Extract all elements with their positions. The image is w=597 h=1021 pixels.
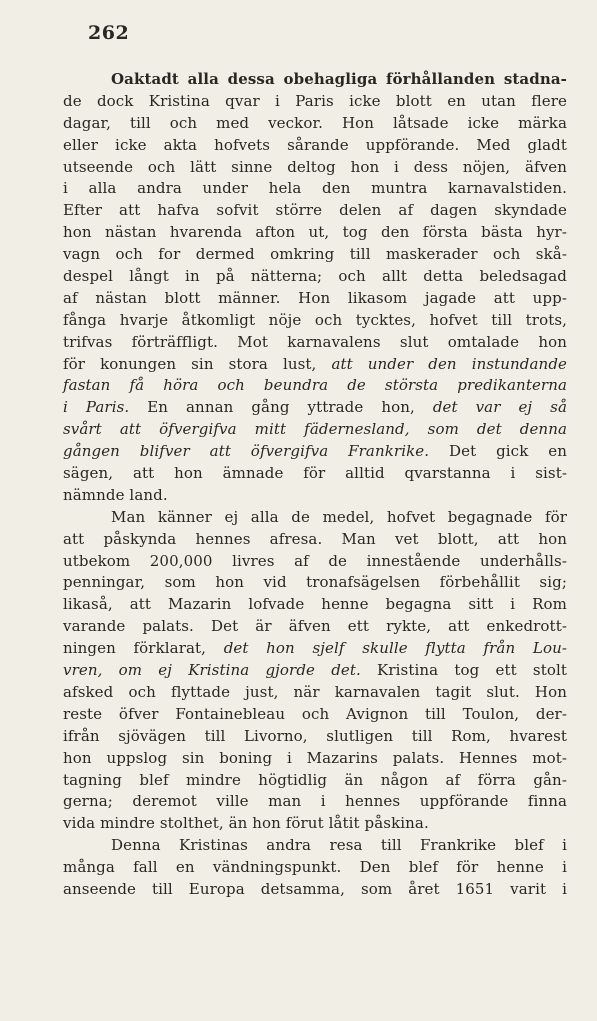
italic-text: fastan få höra och beundra de största predikanterna: [63, 376, 567, 395]
text-line: [63, 572, 567, 594]
text-run: de dock Kristina qvar i Paris icke blott en utan flere: [63, 91, 567, 110]
text-line: [63, 69, 567, 91]
text-run: Efter att hafva sofvit större delen af dagen skyndade: [63, 201, 567, 220]
text-line: [63, 835, 567, 857]
text-run: anseende till Europa detsamma, som året 1651 varit i: [63, 879, 567, 898]
text-run: hon nästan hvarenda afton ut, tog den första bästa hyr-: [63, 223, 567, 242]
text-run: Oaktadt alla dessa obehagliga förhållanden stadna-: [111, 70, 567, 88]
text-line: [63, 157, 567, 179]
text-line: [63, 748, 567, 770]
text-run: Denna Kristinas andra resa till Frankrike blef i: [111, 836, 567, 855]
text-line: [63, 266, 567, 288]
text-run: många fall en vändningspunkt. Den blef för henne i: [63, 858, 567, 877]
text-line: [63, 310, 567, 332]
text-run: En annan gång yttrade hon,: [129, 398, 433, 417]
text-run: vagn och for dermed omkring till maskerader och skå-: [63, 245, 567, 264]
text-run: i alla andra under hela den muntra karnavalstiden.: [63, 179, 567, 198]
text-line: [63, 463, 567, 485]
text-line: [63, 222, 567, 244]
paragraph: [63, 507, 567, 835]
text-run: trifvas förträffligt. Mot karnavalens slut omtalade hon: [63, 332, 567, 351]
text-line: [63, 704, 567, 726]
page-number: 262: [88, 22, 130, 44]
text-line: [63, 507, 567, 529]
text-run: tagning blef mindre högtidlig än någon af förra gån-: [63, 770, 567, 789]
text-line: [63, 682, 567, 704]
text-run: fånga hvarje åtkomligt nöje och tycktes, hofvet till trots,: [63, 310, 567, 329]
italic-text: det hon sjelf skulle flytta från Lou-: [223, 639, 567, 658]
text-run: för konungen sin stora lust,: [63, 354, 332, 373]
italic-text: vren, om ej Kristina gjorde det.: [63, 661, 361, 680]
text-run: despel långt in på nätterna; och allt detta beledsagad: [63, 267, 567, 286]
text-line: [63, 135, 567, 157]
text-line: [63, 288, 567, 310]
text-run: Det gick en: [429, 442, 567, 461]
text-line: [63, 770, 567, 792]
italic-text: det var ej så: [432, 398, 567, 417]
text-line: [63, 397, 567, 419]
text-run: gerna; deremot ville man i hennes uppförande finna: [63, 792, 567, 811]
text-line: [63, 178, 567, 200]
text-line: [63, 857, 567, 879]
text-run: likaså, att Mazarin lofvade henne begagna sitt i Rom: [63, 595, 567, 614]
text-run: reste öfver Fontainebleau och Avignon till Toulon, der-: [63, 704, 567, 723]
text-run: utbekom 200,000 livres af de innestående underhålls-: [63, 551, 567, 570]
text-run: sägen, att hon ämnade för alltid qvarstanna i sist-: [63, 464, 567, 483]
text-run: ifrån sjövägen till Livorno, slutligen till Rom, hvarest: [63, 726, 567, 745]
text-line: [63, 529, 567, 551]
text-run: hon uppslog sin boning i Mazarins palats. Hennes mot-: [63, 748, 567, 767]
text-line: [63, 660, 567, 682]
text-line: [63, 551, 567, 573]
text-line: [63, 332, 567, 354]
text-line: [63, 791, 567, 813]
text-line: [63, 594, 567, 616]
text-run: nämnde land.: [63, 485, 168, 504]
text-line: [63, 726, 567, 748]
text-line: [63, 638, 567, 660]
text-line: [63, 375, 567, 397]
italic-text: svårt att öfvergifva mitt fädernesland, som det denna: [63, 420, 567, 439]
text-run: eller icke akta hofvets sårande uppförande. Med gladt: [63, 135, 567, 154]
paragraph: [63, 835, 567, 901]
text-run: ningen förklarat,: [63, 639, 224, 658]
text-run: Man känner ej alla de medel, hofvet begagnade för: [111, 507, 567, 526]
text-run: att påskynda hennes afresa. Man vet blott, att hon: [63, 529, 567, 548]
text-line: [63, 354, 567, 376]
text-line: [63, 419, 567, 441]
italic-text: gången blifver att öfvergifva Frankrike.: [63, 442, 430, 461]
text-run: varande palats. Det är äfven ett rykte, att enkedrott-: [63, 617, 567, 636]
body-text: [63, 69, 567, 901]
text-run: vida mindre stolthet, än hon förut låtit påskina.: [63, 814, 429, 833]
text-line: [63, 879, 567, 901]
text-run: penningar, som hon vid tronafsägelsen förbehållit sig;: [63, 573, 567, 592]
text-line: [63, 813, 567, 835]
text-line: [63, 91, 567, 113]
text-line: [63, 485, 567, 507]
text-run: af nästan blott männer. Hon likasom jagade att upp-: [63, 288, 567, 307]
text-line: [63, 616, 567, 638]
text-run: afsked och flyttade just, när karnavalen tagit slut. Hon: [63, 682, 567, 701]
text-run: dagar, till och med veckor. Hon låtsade icke märka: [63, 113, 567, 132]
text-run: Kristina tog ett stolt: [360, 661, 567, 680]
text-line: [63, 200, 567, 222]
text-line: [63, 441, 567, 463]
text-line: [63, 244, 567, 266]
text-run: utseende och lätt sinne deltog hon i dess nöjen, äfven: [63, 157, 567, 176]
italic-text: i Paris.: [63, 398, 130, 417]
italic-text: att under den instundande: [331, 354, 567, 373]
text-line: [63, 113, 567, 135]
paragraph: [63, 69, 567, 507]
